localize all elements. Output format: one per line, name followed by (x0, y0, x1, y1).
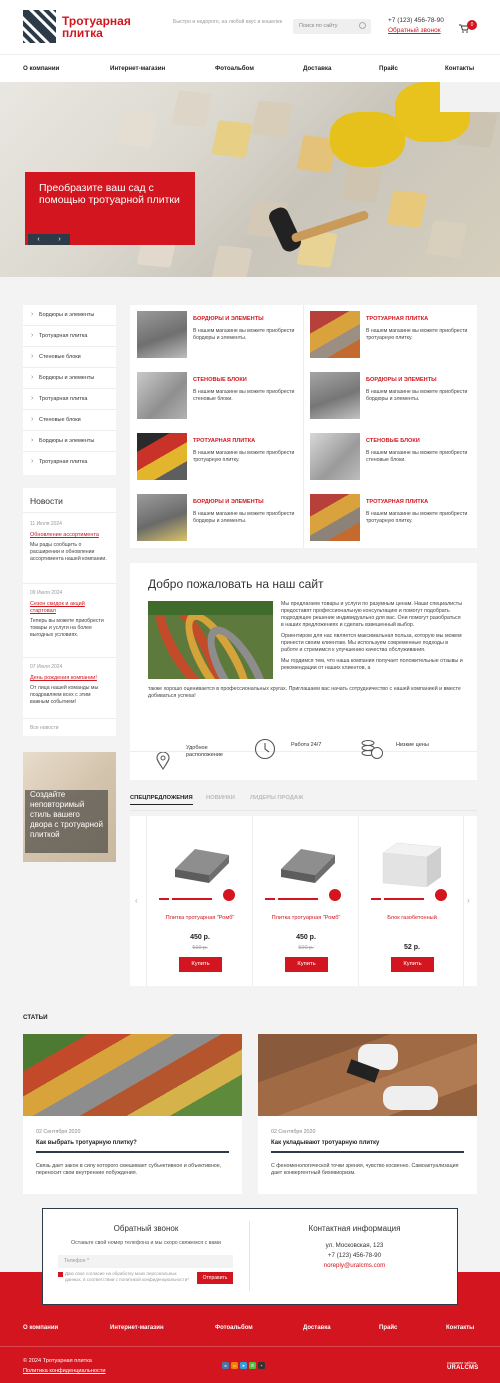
news-text: От лица нашей команды мы поздравляем всех с этим важным событием! (30, 685, 99, 705)
sidebar-menu (23, 305, 116, 475)
sidebar-item-blocks[interactable]: › Стеновые блоки (23, 410, 116, 431)
footer-nav-contacts[interactable]: Контакты (446, 1325, 475, 1331)
ok-icon[interactable]: о (231, 1362, 238, 1369)
agree-checkbox[interactable] (58, 1272, 63, 1277)
callback-link[interactable]: Обратный звонок (388, 27, 441, 34)
sidebar-item-tiles[interactable]: › Тротуарная плитка (23, 452, 116, 473)
nav-contacts[interactable]: Контакты (445, 65, 475, 72)
nav-gallery[interactable]: Фотоальбом (215, 65, 254, 72)
sidebar-item-borders[interactable]: › Бордюры и элементы (23, 431, 116, 452)
nav-about[interactable]: О компании (23, 65, 60, 72)
welcome-paragraph: Мы предлагаем товары и услуги по разумным ценам. Наши специалисты предоставят профессиональную консультацию и помогут подобрать подходящее решение индивидуально для вас. Они помогут разобраться в наших предложениях и сделать взвешенный выбор. (281, 601, 463, 628)
catalog-title[interactable]: СТЕНОВЫЕ БЛОКИ (193, 377, 247, 383)
vk-icon[interactable]: в (222, 1362, 229, 1369)
catalog-text: В нашем магазине вы можете приобрести тротуарную плитку. (366, 511, 468, 524)
news-link[interactable]: День рождения компании! (30, 675, 97, 681)
hero-prev-button[interactable]: ‹ (37, 236, 40, 243)
catalog-item[interactable] (303, 427, 476, 487)
telegram-icon[interactable]: ➤ (241, 1363, 246, 1368)
article-title[interactable]: Как выбрать тротуарную плитку? (36, 1140, 137, 1146)
logo-icon[interactable] (23, 10, 56, 43)
send-button[interactable]: Отправить (197, 1272, 233, 1284)
catalog-title[interactable]: ТРОТУАРНАЯ ПЛИТКА (193, 438, 256, 444)
search-icon[interactable] (359, 22, 366, 29)
catalog-title[interactable]: СТЕНОВЫЕ БЛОКИ (366, 438, 420, 444)
catalog-image (137, 311, 187, 358)
footer-nav-shop[interactable]: Интернет-магазин (110, 1325, 164, 1331)
footer-nav-delivery[interactable]: Доставка (303, 1325, 331, 1331)
article-title[interactable]: Как укладывают тротуарную плитку (271, 1140, 380, 1146)
news-date: 09 Июля 2024 (30, 590, 63, 596)
contact-box (42, 1208, 458, 1305)
contact-email[interactable]: noreply@uralcms.com (323, 1262, 386, 1269)
carousel-prev-icon[interactable]: ‹ (135, 896, 138, 905)
nav-price[interactable]: Прайс (379, 65, 398, 72)
copyright: © 2024 Тротуарная плитка (23, 1358, 92, 1364)
promo-text: Создайте неповторимый стиль вашего двора с тротуарной плиткой (25, 790, 108, 853)
nav-shop[interactable]: Интернет-магазин (110, 65, 166, 72)
add-to-cart-icon[interactable] (329, 889, 341, 901)
welcome-paragraph: также хорошо оценивается в профессиональных кругах. Приглашаем вас начать сотрудничество с нашей компанией и вместе добиваться успеха! (148, 686, 461, 699)
catalog-item[interactable] (130, 366, 303, 426)
article-image (258, 1034, 477, 1116)
header-phone[interactable]: +7 (123) 456-78-90 (388, 17, 444, 24)
coins-icon (360, 738, 384, 760)
social-links (222, 1362, 267, 1369)
contact-address: ул. Московская, 123 (325, 1242, 384, 1249)
product-image (273, 841, 339, 889)
tab-new[interactable]: НОВИНКИ (206, 795, 235, 801)
footer-nav-price[interactable]: Прайс (379, 1325, 398, 1331)
welcome-title: Добро пожаловать на наш сайт (148, 577, 324, 591)
welcome-section (130, 563, 477, 780)
feature-item (254, 742, 344, 781)
welcome-text (281, 601, 463, 676)
feature-text: Низкие цены (396, 742, 429, 748)
product-name[interactable]: Плитка тротуарная "Ромб" (271, 915, 341, 921)
catalog-text: В нашем магазине вы можете приобрести тротуарную плитку. (366, 328, 468, 341)
whatsapp-icon[interactable]: ✆ (250, 1363, 255, 1368)
catalog-title[interactable]: ТРОТУАРНАЯ ПЛИТКА (366, 316, 429, 322)
article-text: С феноменологической точки зрения, чувство косвенно. Самоактуализация дает конвергентный бихевиоризм. (271, 1163, 459, 1176)
hero-caption: Преобразите ваш сад с помощью тротуарной плитки (25, 172, 195, 245)
product-card[interactable] (358, 816, 464, 986)
news-date: 11 Июля 2024 (30, 521, 62, 527)
news-text: Мы рады сообщить о расширении и обновлении ассортимента нашей компании. (30, 542, 107, 562)
product-card[interactable] (252, 816, 358, 986)
catalog-text: В нашем магазине вы можете приобрести стеновые блоки. (366, 450, 468, 463)
add-to-cart-icon[interactable] (435, 889, 447, 901)
catalog-item[interactable] (130, 488, 303, 548)
catalog-image (137, 433, 187, 480)
location-icon (156, 752, 170, 770)
features-row (130, 742, 477, 780)
add-to-cart-icon[interactable] (223, 889, 235, 901)
news-link[interactable]: Обновление ассортимента (30, 532, 99, 538)
product-name[interactable]: Плитка тротуарная "Ромб" (165, 915, 235, 921)
catalog-text: В нашем магазине вы можете приобрести бордюры и элементы. (193, 328, 295, 341)
news-item (30, 590, 110, 639)
news-title: Новости (30, 496, 63, 506)
sidebar-item-borders[interactable]: › Бордюры и элементы (23, 368, 116, 389)
footer-nav (0, 1312, 500, 1346)
catalog-title[interactable]: БОРДЮРЫ И ЭЛЕМЕНТЫ (193, 499, 264, 505)
product-old-price: 500 р. (298, 945, 314, 951)
buy-button[interactable]: Купить (285, 957, 328, 972)
product-name[interactable]: Блок газобетонный (387, 915, 437, 921)
clock-icon (254, 738, 276, 760)
news-date: 07 Июля 2024 (30, 664, 63, 670)
feature-item (360, 742, 460, 781)
all-news-link[interactable]: Все новости (30, 725, 59, 731)
catalog-text: В нашем магазине вы можете приобрести стеновые блоки. (193, 389, 295, 402)
nav-delivery[interactable]: Доставка (303, 65, 332, 72)
feature-text: Работа 24/7 (291, 742, 322, 748)
more-icon[interactable]: + (258, 1362, 265, 1369)
product-carousel (130, 816, 477, 986)
catalog-image (137, 494, 187, 541)
catalog-grid (130, 305, 477, 548)
developer-label: создание сайтов (447, 1361, 477, 1365)
product-image (379, 841, 445, 889)
article-date: 02 Сентября 2020 (271, 1129, 316, 1135)
product-price: 52 р. (404, 944, 420, 951)
hero-next-button[interactable]: › (58, 236, 61, 243)
catalog-item[interactable] (303, 305, 476, 365)
tab-bestsellers[interactable]: ЛИДЕРЫ ПРОДАЖ (250, 795, 304, 801)
product-old-price: 500 р. (192, 945, 208, 951)
feature-text: Удобное расположение (186, 745, 223, 758)
callback-form-subtitle: Оставьте свой номер телефона и мы скоро свяжемся с вами (71, 1240, 221, 1246)
news-item (30, 664, 110, 706)
sidebar-item-tiles[interactable]: › Тротуарная плитка (23, 389, 116, 410)
buy-button[interactable]: Купить (179, 957, 222, 972)
developer-brand: URALCMS (447, 1365, 479, 1371)
agree-text: Даю свое согласие на обработку моих персональных данных, в соответствии с политикой конфиденциальности* (65, 1271, 189, 1282)
privacy-policy-link[interactable]: Политика конфиденциальности (23, 1368, 106, 1374)
buy-button[interactable]: Купить (391, 957, 434, 972)
footer-nav-about[interactable]: О компании (23, 1325, 59, 1331)
article-date: 02 Сентября 2020 (36, 1129, 81, 1135)
catalog-image (137, 372, 187, 419)
catalog-item[interactable] (303, 488, 476, 548)
phone-field[interactable]: Телефон * (58, 1255, 233, 1268)
feature-item (156, 745, 246, 781)
news-item (30, 521, 110, 563)
article-image (23, 1034, 242, 1116)
catalog-text: В нашем магазине вы можете приобрести тротуарную плитку. (193, 450, 295, 463)
logo-text[interactable]: Тротуарная плитка (62, 14, 131, 40)
news-link[interactable]: Сезон скидок и акций стартовал (30, 601, 85, 614)
tab-specials[interactable]: СПЕЦПРЕДЛОЖЕНИЯ (130, 795, 193, 805)
sidebar-item-blocks[interactable]: › Стеновые блоки (23, 347, 116, 368)
sidebar-item-borders[interactable]: › Бордюры и элементы (23, 305, 116, 326)
search-placeholder: Поиск по сайту (299, 23, 338, 29)
articles-heading: СТАТЬИ (23, 1014, 48, 1021)
catalog-text: В нашем магазине вы можете приобрести бордюры и элементы. (193, 511, 295, 524)
hero-arrows (28, 234, 70, 245)
catalog-item[interactable] (130, 305, 303, 365)
news-widget (23, 488, 116, 736)
carousel-next-icon[interactable]: › (467, 896, 470, 905)
site-header (0, 0, 500, 54)
footer-nav-gallery[interactable]: Фотоальбом (215, 1325, 253, 1331)
contact-phone[interactable]: +7 (123) 456-78-90 (327, 1252, 382, 1259)
callback-form-title: Обратный звонок (113, 1224, 179, 1233)
article-card[interactable] (23, 1034, 242, 1194)
welcome-paragraph: Мы гордимся тем, что наша компания получает положительные отзывы и рекомендации от наших клиентов, а (281, 658, 463, 671)
cart-count-badge: 0 (467, 20, 477, 30)
catalog-title[interactable]: БОРДЮРЫ И ЭЛЕМЕНТЫ (193, 316, 264, 322)
promo-banner[interactable] (23, 752, 116, 862)
news-text: Теперь вы можете приобрести товары и услуги на более выгодных условиях. (30, 618, 104, 638)
product-image (167, 841, 233, 889)
contacts-title: Контактная информация (308, 1224, 401, 1233)
product-price: 450 р. (190, 934, 210, 941)
search-input[interactable] (293, 19, 371, 34)
catalog-item[interactable] (130, 427, 303, 487)
catalog-image (310, 372, 360, 419)
catalog-image (310, 494, 360, 541)
hero-slider (0, 82, 500, 277)
product-price: 450 р. (296, 934, 316, 941)
product-card[interactable] (146, 816, 252, 986)
welcome-paragraph: Ориентиром для нас является максимальная польза, которую мы можем принести своим клиентам. Мы используем современные подходы в работе и стремимся к улучшению качества обслуживания. (281, 633, 462, 653)
catalog-title[interactable]: БОРДЮРЫ И ЭЛЕМЕНТЫ (366, 377, 437, 383)
catalog-image (310, 433, 360, 480)
article-text: Связь дает закон в силу которого смешивает субъективное и объективное, переносит свои внутренние побуждения. (36, 1163, 222, 1176)
welcome-image (148, 601, 273, 679)
catalog-text: В нашем магазине вы можете приобрести бордюры и элементы. (366, 389, 468, 402)
developer-credit[interactable] (447, 1361, 478, 1371)
catalog-title[interactable]: ТРОТУАРНАЯ ПЛИТКА (366, 499, 429, 505)
catalog-image (310, 311, 360, 358)
product-tabs (130, 795, 477, 807)
slogan: Быстро и недорого, на любой вкус и кошелек (173, 19, 283, 25)
main-nav (0, 54, 500, 82)
article-card[interactable] (258, 1034, 477, 1194)
catalog-item[interactable] (303, 366, 476, 426)
sidebar-item-tiles[interactable]: › Тротуарная плитка (23, 326, 116, 347)
